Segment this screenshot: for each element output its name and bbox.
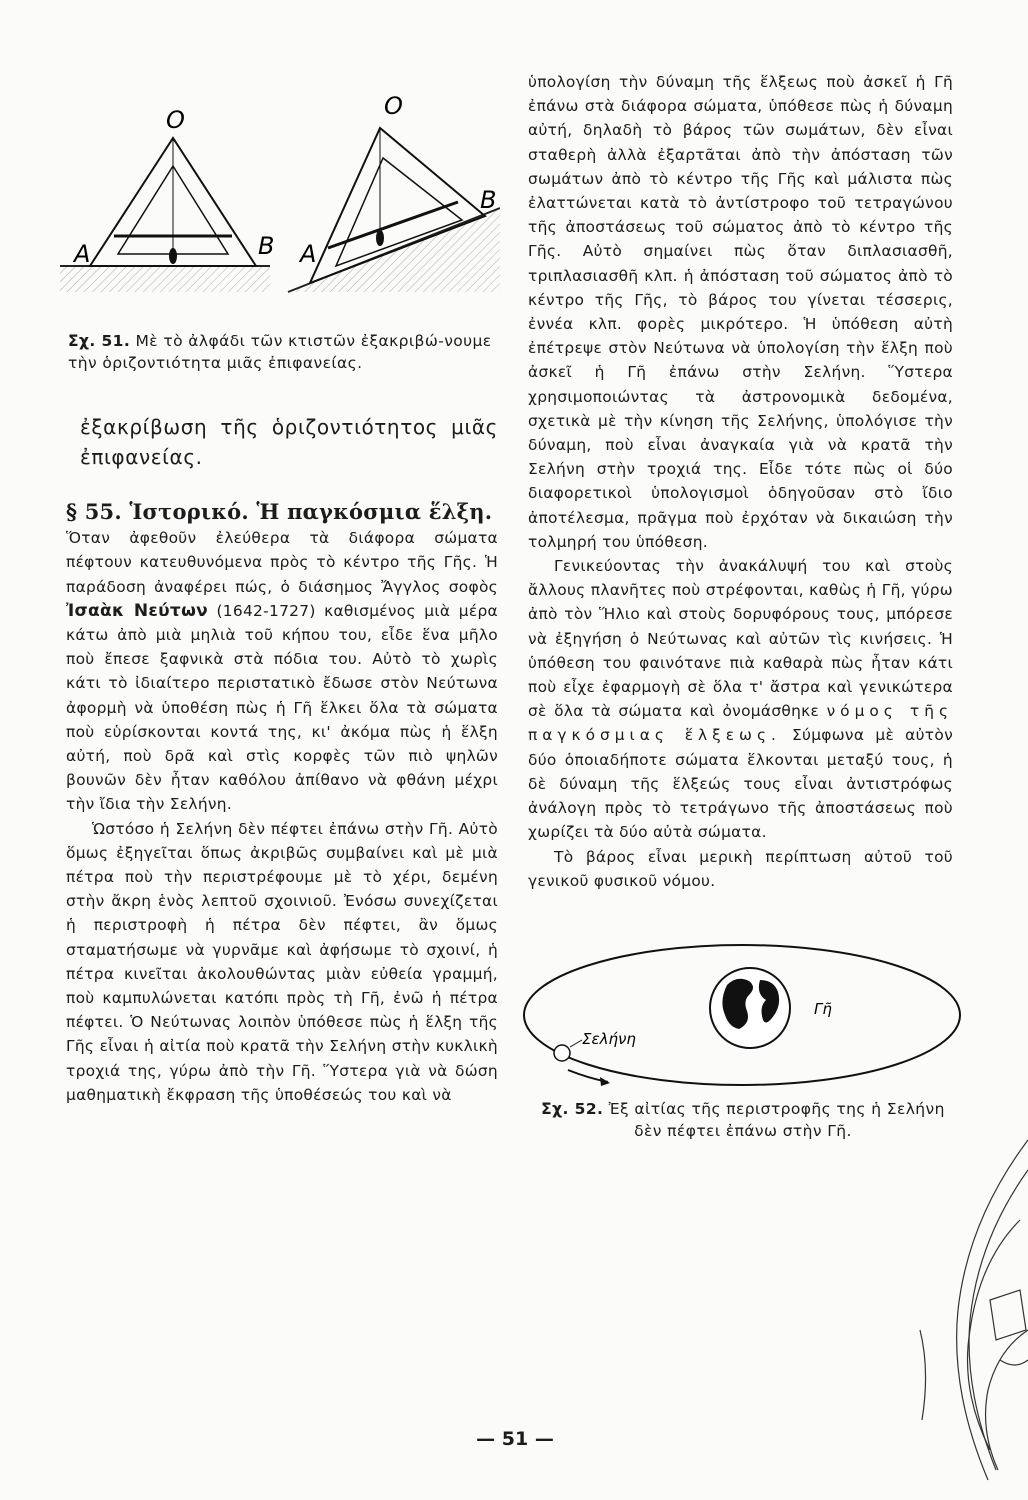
label-o-right: O xyxy=(384,92,403,120)
moon xyxy=(554,1045,570,1061)
right-paragraph-3: Τὸ βάρος εἶναι μερικὴ περίπτωση αὐτοῦ τοῦ γενικοῦ φυσικοῦ νόμου. xyxy=(528,847,953,890)
figure-51-caption xyxy=(68,330,498,374)
section-heading: § 55. Ἱστορικό. Ἡ παγκόσμια ἕλξη. xyxy=(66,499,493,524)
figure-51-caption-text: Μὲ τὸ ἀλφάδι τῶν κτιστῶν ἐξακριβώ-νουμε τὴν ὁριζοντιότητα μιᾶς ἐπιφανείας. xyxy=(68,332,492,372)
figure-51-level-diagram xyxy=(60,78,500,318)
figure-52-caption xyxy=(528,1098,958,1142)
left-column-top xyxy=(80,412,498,472)
figure-52-orbit-diagram xyxy=(522,940,962,1090)
right-paragraph-2a: Γενικεύοντας τὴν ἀνακάλυψή του καὶ στοὺς ἄλλους πλανῆτες ποὺ στρέφονται, καθὼς ἡ Γῆ, γύρω ἀπὸ τὸν Ἥλιο καὶ στοὺς δορυφόρους τους, μπόρεσε νὰ ἐξηγήση ὁ Νεύτωνας καὶ αὐτῶν τὶς κινήσεις. Ἡ ὑπόθεση του φαινότανε πιὰ καθαρὰ πὼς ἦταν κάτι ποὺ εἶχε ἐφαρμογὴ σὲ ὅλα τ' ἄστρα καὶ γενικώτερα σὲ ὅλα τὰ σώματα καὶ ὀνομάσθηκε xyxy=(528,557,953,721)
margin-sketch-decoration xyxy=(900,1130,1028,1500)
earth-label: Γῆ xyxy=(814,1000,832,1018)
page-number: — 51 — xyxy=(476,1428,554,1450)
label-b-left: B xyxy=(258,232,275,260)
moon-label: Σελήνη xyxy=(582,1030,636,1048)
left-paragraph-1b: (1642-1727) καθισμένος μιὰ μέρα κάτω ἀπὸ μιὰ μηλιὰ τοῦ κήπου του, εἶδε ἕνα μῆλο ποὺ ἔπεσε ξαφνικὰ στὰ πόδια του. Αὐτὸ τὸ χωρὶς κάτι τὸ ἰδιαίτερο περιστατικὸ ἔδωσε στὸν Νεύτωνα ἀφορμὴ νὰ ὑποθέση πὼς ἡ Γῆ ἕλκει ὅλα τὰ σώματα ποὺ εὑρίσκονται κοντά της, κι' ἀκόμα πὼς ἡ ἕλξη αὐτή, ποὺ δρᾶ καὶ στὶς κορφὲς τῶν πιὸ ψηλῶν βουνῶν δὲν ἦταν καθόλου ἀπίθανο νὰ φθάνη μέχρι τὴν ἴδια τὴν Σελήνη. xyxy=(66,601,498,814)
left-column xyxy=(66,500,498,1107)
law-name: νόμος τῆς παγκόσμιας ἕλξεως. xyxy=(528,702,953,745)
figure-52-caption-number: Σχ. 52. xyxy=(541,1100,604,1118)
continuation-text: ἐξακρίβωση τῆς ὁριζοντιότητος μιᾶς ἐπιφανείας. xyxy=(80,415,498,469)
level-horizontal xyxy=(90,138,256,266)
right-paragraph-1: ὑπολογίση τὴν δύναμη τῆς ἕλξεως ποὺ ἀσκεῖ ἡ Γῆ ἐπάνω στὰ διάφορα σώματα, ὑπόθεσε πὼς ἡ δύναμη αὐτή, δηλαδὴ τὸ βάρος τῶν σωμάτων, δὲν εἶναι σταθερὴ ἀλλὰ ἐξαρτᾶται ἀπὸ τὴν ἀπόσταση τῶν σωμάτων ἀπὸ τὸ κέντρο τῆς Γῆς καὶ μάλιστα πὼς ἐλαττώνεται κατὰ τὸ ἀντίστροφο τοῦ τετραγώνου τῆς ἀποστάσεως τοῦ σώματος ἀπὸ τὸ κέντρο τῆς Γῆς. Αὐτὸ σημαίνει πὼς ὅταν διπλασιασθῆ, τριπλασιασθῆ κλπ. ἡ ἀπόσταση τοῦ σώματος ἀπὸ τὸ κέντρο τῆς Γῆς, τὸ βάρος του γίνεται τέσσερις, ἐννέα κλπ. φορὲς μικρότερο. Ἡ ὑπόθεση αὐτὴ ἐπέτρεψε στὸν Νεύτωνα νὰ ὑπολογίση τὴν ἕλξη ποὺ ἀσκεῖ ἡ Γῆ ἐπάνω στὴν Σελήνη. Ὕστερα χρησιμοποιώντας τὰ ἀστρονομικὰ δεδομένα, σχετικὰ μὲ τὴν κίνηση τῆς Σελήνης, ὑπολόγισε τὴν δύναμη, ποὺ εἶναι ἀναγκαία γιὰ νὰ κρατᾶ τὴν Σελήνη στὴν τροχιά της. Εἶδε τότε πὼς οἱ δύο διαφορετικοὶ ὑπολογισμοὶ ὁδηγοῦσαν στὸ ἴδιο ἀποτέλεσμα, πρᾶγμα ποὺ ἐρχόταν νὰ δικαιώση τὴν τολμηρή του ὑπόθεση. xyxy=(528,73,953,551)
earth-globe xyxy=(710,968,790,1048)
figure-51-caption-number: Σχ. 51. xyxy=(68,332,131,350)
newton-name: Ἰσαὰκ Νεύτων xyxy=(66,600,209,621)
label-a-left: A xyxy=(74,240,91,268)
left-paragraph-1a: Ὅταν ἀφεθοῦν ἐλεύθερα τὰ διάφορα σώματα πέφτουν κατευθυνόμενα πρὸς τὸ κέντρο τῆς Γῆς. Ἡ παράδοση ἀναφέρει πώς, ὁ διάσημος Ἄγγλος σοφὸς xyxy=(66,529,498,596)
right-paragraph-2b: Σύμφωνα μὲ αὐτὸν δύο ὁποιαδήποτε σώματα ἕλκονται μεταξύ τους, ἡ δὲ δύναμη τῆς ἕλξεώς τους εἶναι ἀντιστρόφως ἀνάλογη πρὸς τὸ τετράγωνο τῆς ἀποστάσεως ποὺ χωρίζει τὰ δύο αὐτὰ σώματα. xyxy=(528,726,953,842)
label-o-left: O xyxy=(166,106,185,134)
figure-52-caption-line1: Ἐξ αἰτίας τῆς περιστροφῆς της ἡ Σελήνη xyxy=(608,1100,945,1118)
right-column xyxy=(528,70,953,893)
label-a-right: A xyxy=(300,240,317,268)
figure-52-caption-line2: δὲν πέφτει ἐπάνω στὴν Γῆ. xyxy=(634,1122,852,1140)
label-b-right: B xyxy=(480,186,497,214)
left-paragraph-2: Ὡστόσο ἡ Σελήνη δὲν πέφτει ἐπάνω στὴν Γῆ. Αὐτὸ ὅμως ἐξηγεῖται ὅπως ἀκριβῶς συμβαίνει καὶ μὲ μιὰ πέτρα ποὺ τὴν περιστρέφουμε μὲ τὸ χέρι, δεμένη στὴν ἄκρη ἑνὸς λεπτοῦ σχοινιοῦ. Ἐνόσω συνεχίζεται ἡ περιστροφὴ ἡ πέτρα δὲν πέφτει, ἂν ὅμως σταματήσωμε νὰ γυρνᾶμε καὶ ἀφήσωμε τὸ σχοινί, ἡ πέτρα κινεῖται ἀκολουθώντας μιὰν εὐθεία γραμμή, ποὺ καμπυλώνεται κατόπι πρὸς τὴ Γῆ, ἐνῶ ἡ πέτρα πέφτει. Ὁ Νεύτωνας λοιπὸν ὑπόθεσε πὼς ἡ ἕλξη τῆς Γῆς εἶναι ἡ αἰτία ποὺ κρατᾶ τὴν Σελήνη στὴν κυκλικὴ τροχιά της, γύρω ἀπὸ τὴν Γῆ. Ὕστερα γιὰ νὰ δώση μαθηματικὴ ἔκφραση τῆς ὑποθέσεώς του καὶ νὰ xyxy=(66,819,498,1104)
